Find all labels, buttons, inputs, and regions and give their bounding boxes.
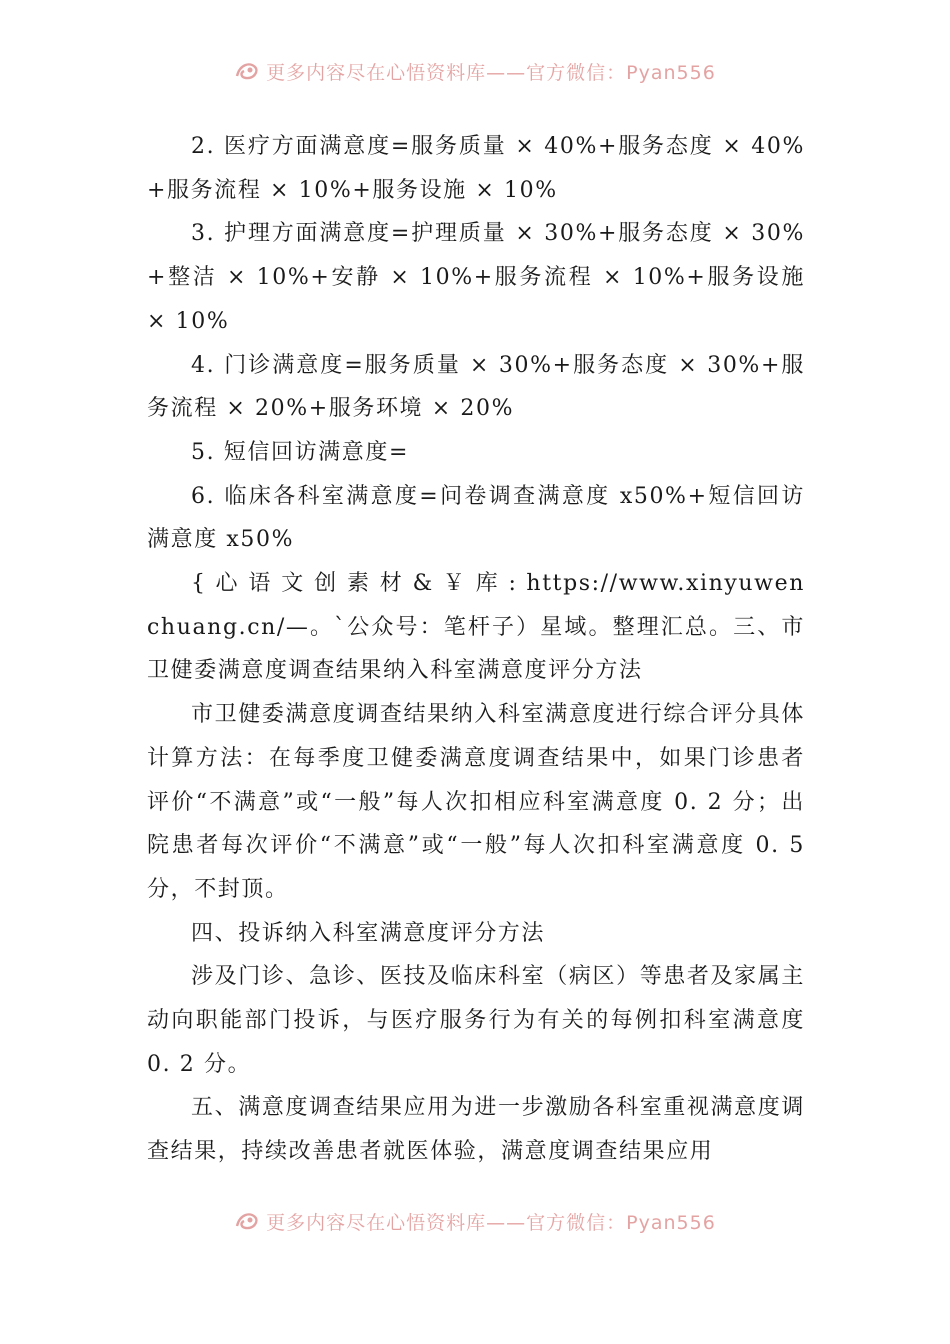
- paragraph: 五、满意度调查结果应用为进一步激励各科室重视满意度调查结果，持续改善患者就医体验，满意度调查结果应用: [147, 1095, 805, 1165]
- paragraph: 6. 临床各科室满意度=问卷调查满意度 x50%+短信回访满意度 x50%: [147, 483, 805, 553]
- paragraph: 5. 短信回访满意度=: [191, 439, 410, 465]
- watermark-text: 更多内容尽在心悟资料库——官方微信：Pyan556: [266, 62, 716, 84]
- paragraph: { 心 语 文 创 素 材 & ￥ 库 : https://www.xinyuwenchuang.cn/—。`公众号：笔杆子）星域。整理汇总。三、市卫健委满意度调查结果纳入科室满意度评分方法: [147, 571, 805, 684]
- section-heading: 四、投诉纳入科室满意度评分方法: [191, 920, 546, 946]
- paragraph: 涉及门诊、急诊、医技及临床科室（病区）等患者及家属主动向职能部门投诉，与医疗服务行为有关的每例扣科室满意度 0. 2 分。: [147, 964, 805, 1077]
- paragraph: 2. 医疗方面满意度=服务质量 × 40%+服务态度 × 40%+服务流程 × 10%+服务设施 × 10%: [147, 134, 805, 203]
- paragraph: 3. 护理方面满意度=护理质量 × 30%+服务态度 × 30%+整洁 × 10%+安静 × 10%+服务流程 × 10%+服务设施 × 10%: [147, 221, 805, 334]
- document-body: [147, 125, 805, 1174]
- brand-logo-icon: [234, 1210, 260, 1237]
- paragraph: 4. 门诊满意度=服务质量 × 30%+服务态度 × 30%+服务流程 × 20%+服务环境 × 20%: [147, 352, 805, 422]
- paragraph: 市卫健委满意度调查结果纳入科室满意度进行综合评分具体计算方法：在每季度卫健委满意度调查结果中，如果门诊患者评价“不满意”或“一般”每人次扣相应科室满意度 0. 2 分；出院患者每次评价“不满意”或“一般”每人次扣科室满意度 0. 5 分，不封顶。: [147, 702, 805, 902]
- header-watermark: [0, 58, 950, 87]
- watermark-text: 更多内容尽在心悟资料库——官方微信：Pyan556: [266, 1212, 716, 1234]
- footer-watermark: [0, 1208, 950, 1237]
- brand-logo-icon: [234, 60, 260, 87]
